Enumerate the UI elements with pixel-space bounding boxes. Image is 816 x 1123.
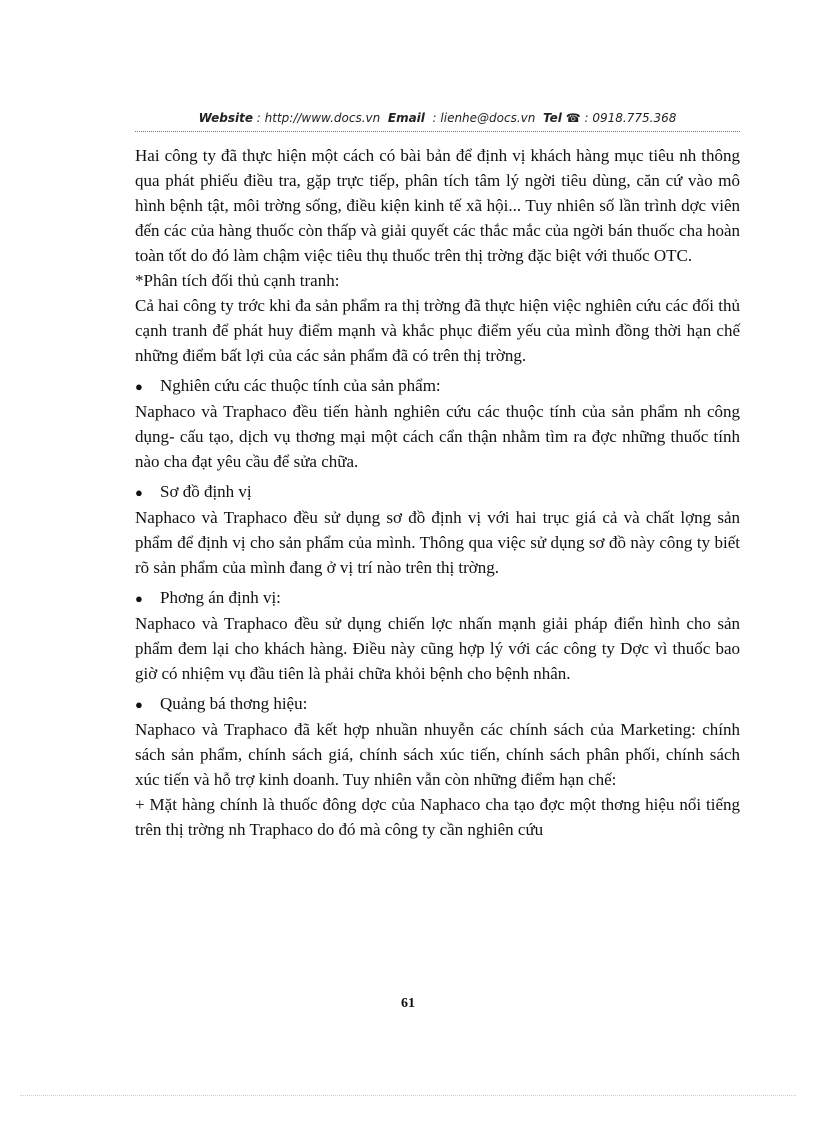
website-label: Website [198, 111, 253, 125]
bullet-label-positioning-plan: Phơng án định vị: [160, 588, 281, 607]
bullet-icon: ● [135, 697, 143, 712]
paragraph-competitor-analysis: Cả hai công ty trớc khi đa sản phẩm ra thị trờng đã thực hiện việc nghiên cứu các đối thủ cạnh tranh để phát huy điểm mạnh và khắc phục điểm yếu của mình đồng thời hạn chế những điểm bất lợi của các sản phẩm đã có trên thị trờng. [135, 296, 740, 365]
page-header [135, 111, 740, 125]
paragraph-positioning-target: Hai công ty đã thực hiện một cách có bài bản để định vị khách hàng mục tiêu nh thông qua phát phiếu điều tra, gặp trực tiếp, phân tích tâm lý ngời tiêu dùng, căn cứ vào mô hình bệnh tật, môi trờng sống, điều kiện kinh tế xã hội... Tuy nhiên số lần trình dợc viên đến các của hàng thuốc còn thấp và giải quyết các thắc mắc của ngời bán thuốc cha hoàn toàn tốt do đó làm chậm việc tiêu thụ thuốc trên thị trờng đặc biệt với thuốc OTC. [135, 146, 740, 265]
paragraph-positioning-plan: Naphaco và Traphaco đều sử dụng chiến lợc nhấn mạnh giải pháp điển hình cho sản phẩm đem lại cho khách hàng. Điều này cũng hợp lý với các công ty Dợc vì thuốc bao giờ có nhiệm vụ đầu tiên là phải chữa khỏi bệnh cho bệnh nhân. [135, 614, 740, 683]
phone-icon: ☎ [565, 111, 581, 125]
bullet-label-positioning-map: Sơ đồ định vị [160, 482, 252, 501]
bullet-icon: ● [135, 591, 143, 606]
bullet-item [135, 373, 740, 399]
page-number: 61 [401, 996, 415, 1011]
page-bottom-divider [20, 1095, 796, 1096]
email-value: : lienhe@docs.vn [432, 111, 536, 125]
paragraph-product-attributes: Naphaco và Traphaco đều tiến hành nghiên cứu các thuộc tính của sản phẩm nh công dụng- cấu tạo, dịch vụ thơng mại một cách cẩn thận nhằm tìm ra đợc những thuốc tính nào cha đạt yêu cầu để sửa chữa. [135, 402, 740, 471]
paragraph-positioning-map: Naphaco và Traphaco đều sử dụng sơ đồ định vị với hai trục giá cả và chất lợng sản phẩm để định vị cho sản phẩm của mình. Thông qua việc sử dụng sơ đồ này công ty biết rõ sản phẩm của mình đang ở vị trí nào trên thị trờng. [135, 508, 740, 577]
tel-label: Tel [543, 111, 562, 125]
bullet-label-product-attributes: Nghiên cứu các thuộc tính của sản phẩm: [160, 376, 441, 395]
bullet-item [135, 691, 740, 717]
paragraph-brand-promotion: Naphaco và Traphaco đã kết hợp nhuần nhuyễn các chính sách của Marketing: chính sách sản phẩm, chính sách giá, chính sách xúc tiến, chính sách phân phối, chính sách xúc tiến và hỗ trợ kinh doanh. Tuy nhiên vẫn còn những điểm hạn chế: [135, 720, 740, 789]
bullet-item [135, 585, 740, 611]
document-body [135, 143, 740, 842]
heading-competitor-analysis: *Phân tích đối thủ cạnh tranh: [135, 271, 340, 290]
email-label: Email [387, 111, 425, 125]
bullet-icon: ● [135, 485, 143, 500]
header-divider [135, 131, 740, 132]
bullet-icon: ● [135, 379, 143, 394]
paragraph-limitation: + Mặt hàng chính là thuốc đông dợc của Naphaco cha tạo đợc một thơng hiệu nổi tiếng trên thị trờng nh Traphaco do đó mà công ty cần nghiên cứu [135, 795, 740, 839]
bullet-item [135, 479, 740, 505]
bullet-label-brand-promotion: Quảng bá thơng hiệu: [160, 694, 308, 713]
tel-value: : 0918.775.368 [584, 111, 677, 125]
website-value: : http://www.docs.vn [256, 111, 381, 125]
